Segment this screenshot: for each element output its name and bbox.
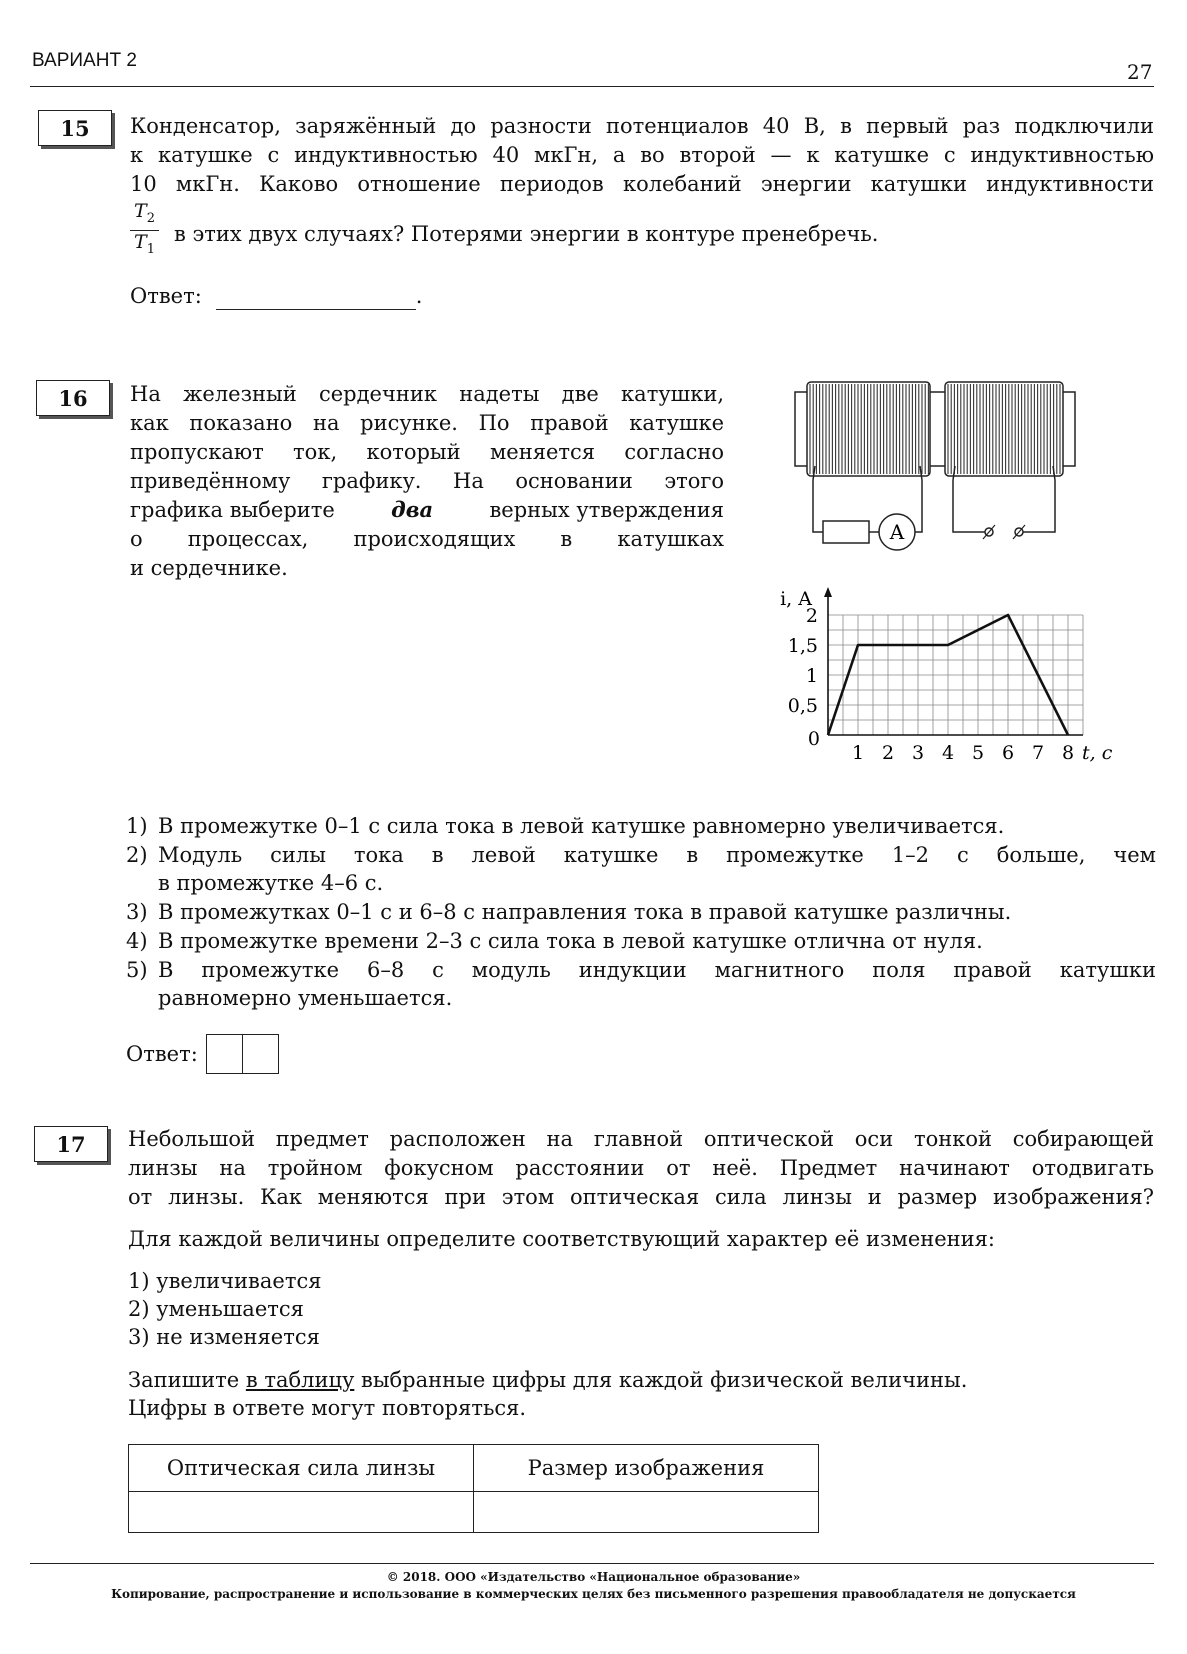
statement-text: В промежутке 6–8 с модуль индукции магнитного поля правой катушки: [158, 958, 1156, 982]
current-time-chart: [780, 575, 1150, 785]
q16-text-5a: графика выберите: [130, 498, 335, 522]
page-number: 27: [1127, 60, 1153, 84]
q17-write-line-1: [128, 1366, 967, 1394]
q17-option-2: 2) уменьшается: [128, 1297, 304, 1321]
q17-option-1: 1) увеличивается: [128, 1269, 322, 1293]
q16-text-6: о процессах, происходящих в катушках: [130, 527, 724, 551]
q15-text-line-4: в этих двух случаях? Потерями энергии в контуре пренебречь.: [174, 222, 879, 246]
footer-notice: Копирование, распространение и использование в коммерческих целях без письменного разрешения правообладателя не допускается: [111, 1587, 1076, 1601]
x-tick-label: 4: [941, 742, 955, 764]
left-coil: [807, 382, 930, 476]
frac-den-sub: 1: [146, 241, 155, 257]
statement-text-cont: равномерно уменьшается.: [158, 986, 453, 1010]
statement-text: В промежутках 0–1 с и 6–8 с направления тока в правой катушке различны.: [158, 900, 1012, 924]
frac-num-sub: 2: [146, 210, 155, 226]
y-tick-label: 0,5: [787, 695, 818, 717]
chart-grid: [828, 615, 1083, 735]
q15-fraction: [130, 200, 159, 261]
x-tick-label: 5: [971, 742, 985, 764]
y-tick-label: 2: [805, 605, 818, 627]
q17-instruction: Для каждой величины определите соответствующий характер её изменения:: [128, 1227, 995, 1251]
x-tick-label: 2: [881, 742, 895, 764]
chart-ticks: [788, 605, 1074, 764]
origin-label: 0: [807, 728, 820, 750]
ammeter-label: A: [889, 520, 905, 544]
q17-option-3: 3) не изменяется: [128, 1325, 320, 1349]
q16-answer: [126, 1034, 279, 1074]
statement-number: 4): [126, 929, 148, 953]
q16-text-2: как показано на рисунке. По правой катушке: [130, 411, 724, 435]
question-number-15: 15: [38, 110, 112, 146]
x-tick-label: 1: [851, 742, 865, 764]
question-number-16: 16: [36, 380, 110, 416]
q17-answer-table: [128, 1444, 819, 1533]
q15-text-line-1: Конденсатор, заряжённый до разности потенциалов 40 В, в первый раз подключили: [130, 114, 1154, 138]
right-coil: [945, 382, 1063, 476]
question-number-17: 17: [34, 1126, 108, 1162]
q16-text-5: [130, 496, 724, 524]
resistor: [823, 521, 869, 543]
x-tick-label: 7: [1031, 742, 1045, 764]
answer-cell-optical-power[interactable]: [129, 1492, 474, 1533]
q16-text-3: пропускают ток, который меняется согласно: [130, 440, 724, 464]
q16-text-4: приведённому графику. На основании этого: [130, 469, 724, 493]
q16-answer-cells[interactable]: [206, 1034, 279, 1074]
y-axis-arrow: [824, 587, 832, 597]
q16-text-5c: верных утверждения: [489, 498, 724, 522]
coils-figure: [785, 380, 1085, 560]
variant-label: ВАРИАНТ 2: [32, 50, 137, 71]
x-tick-label: 3: [911, 742, 925, 764]
q15-answer-field[interactable]: [216, 289, 416, 310]
q15-answer: [130, 282, 422, 310]
statement-text: Модуль силы тока в левой катушке в промежутке 1–2 с больше, чем: [158, 843, 1156, 867]
footer-divider: [30, 1563, 1154, 1564]
statement-text: В промежутке 0–1 с сила тока в левой катушке равномерно увеличивается.: [158, 814, 1005, 838]
q17-write-line-2: Цифры в ответе могут повторяться.: [128, 1396, 527, 1420]
statement-number: 3): [126, 900, 148, 924]
answer-cell-2[interactable]: [242, 1035, 278, 1073]
x-tick-label: 8: [1061, 742, 1075, 764]
q17-write-c: выбранные цифры для каждой физической величины.: [354, 1368, 968, 1392]
header-divider: [30, 86, 1154, 87]
statement-number: 1): [126, 814, 148, 838]
q15-text-line-3: 10 мкГн. Каково отношение периодов колебаний энергии катушки индуктивности: [130, 172, 1154, 196]
chart-axes: [780, 587, 1113, 764]
q16-answer-label: Ответ:: [126, 1042, 198, 1066]
q17-text-2: линзы на тройном фокусном расстоянии от неё. Предмет начинают отодвигать: [128, 1156, 1154, 1180]
q17-text-3: от линзы. Как меняются при этом оптическая сила линзы и размер изображения?: [128, 1185, 1154, 1209]
q15-text-line-2: к катушке с индуктивностью 40 мкГн, а во второй — к катушке с индуктивностью: [130, 143, 1154, 167]
table-header-image-size: Размер изображения: [474, 1445, 819, 1492]
q15-answer-end: .: [415, 284, 423, 308]
y-axis-label: i, A: [780, 588, 812, 610]
answer-cell-1[interactable]: [207, 1035, 242, 1073]
statement-text: В промежутке времени 2–3 с сила тока в левой катушке отлична от нуля.: [158, 929, 983, 953]
y-tick-label: 1: [805, 665, 818, 687]
q16-emph-two: два: [391, 497, 434, 522]
statement-number: 5): [126, 958, 148, 982]
q16-text-1: На железный сердечник надеты две катушки,: [130, 382, 724, 406]
q15-answer-label: Ответ:: [130, 284, 202, 308]
frac-den-t: T: [134, 230, 147, 253]
statement-text-cont: в промежутке 4–6 с.: [158, 871, 384, 895]
frac-num-t: T: [134, 200, 147, 222]
q17-write-a: Запишите: [128, 1368, 246, 1392]
x-axis-label: t, c: [1082, 742, 1113, 764]
x-tick-label: 6: [1001, 742, 1015, 764]
q17-write-underlined: в таблицу: [245, 1368, 355, 1392]
answer-cell-image-size[interactable]: [474, 1492, 819, 1533]
q17-text-1: Небольшой предмет расположен на главной оптической оси тонкой собирающей: [128, 1127, 1154, 1151]
y-tick-label: 1,5: [787, 635, 818, 657]
footer-copyright: © 2018. ООО «Издательство «Национальное образование»: [386, 1570, 801, 1584]
statement-number: 2): [126, 843, 148, 867]
table-header-optical-power: Оптическая сила линзы: [129, 1445, 474, 1492]
q16-text-7: и сердечнике.: [130, 556, 288, 580]
